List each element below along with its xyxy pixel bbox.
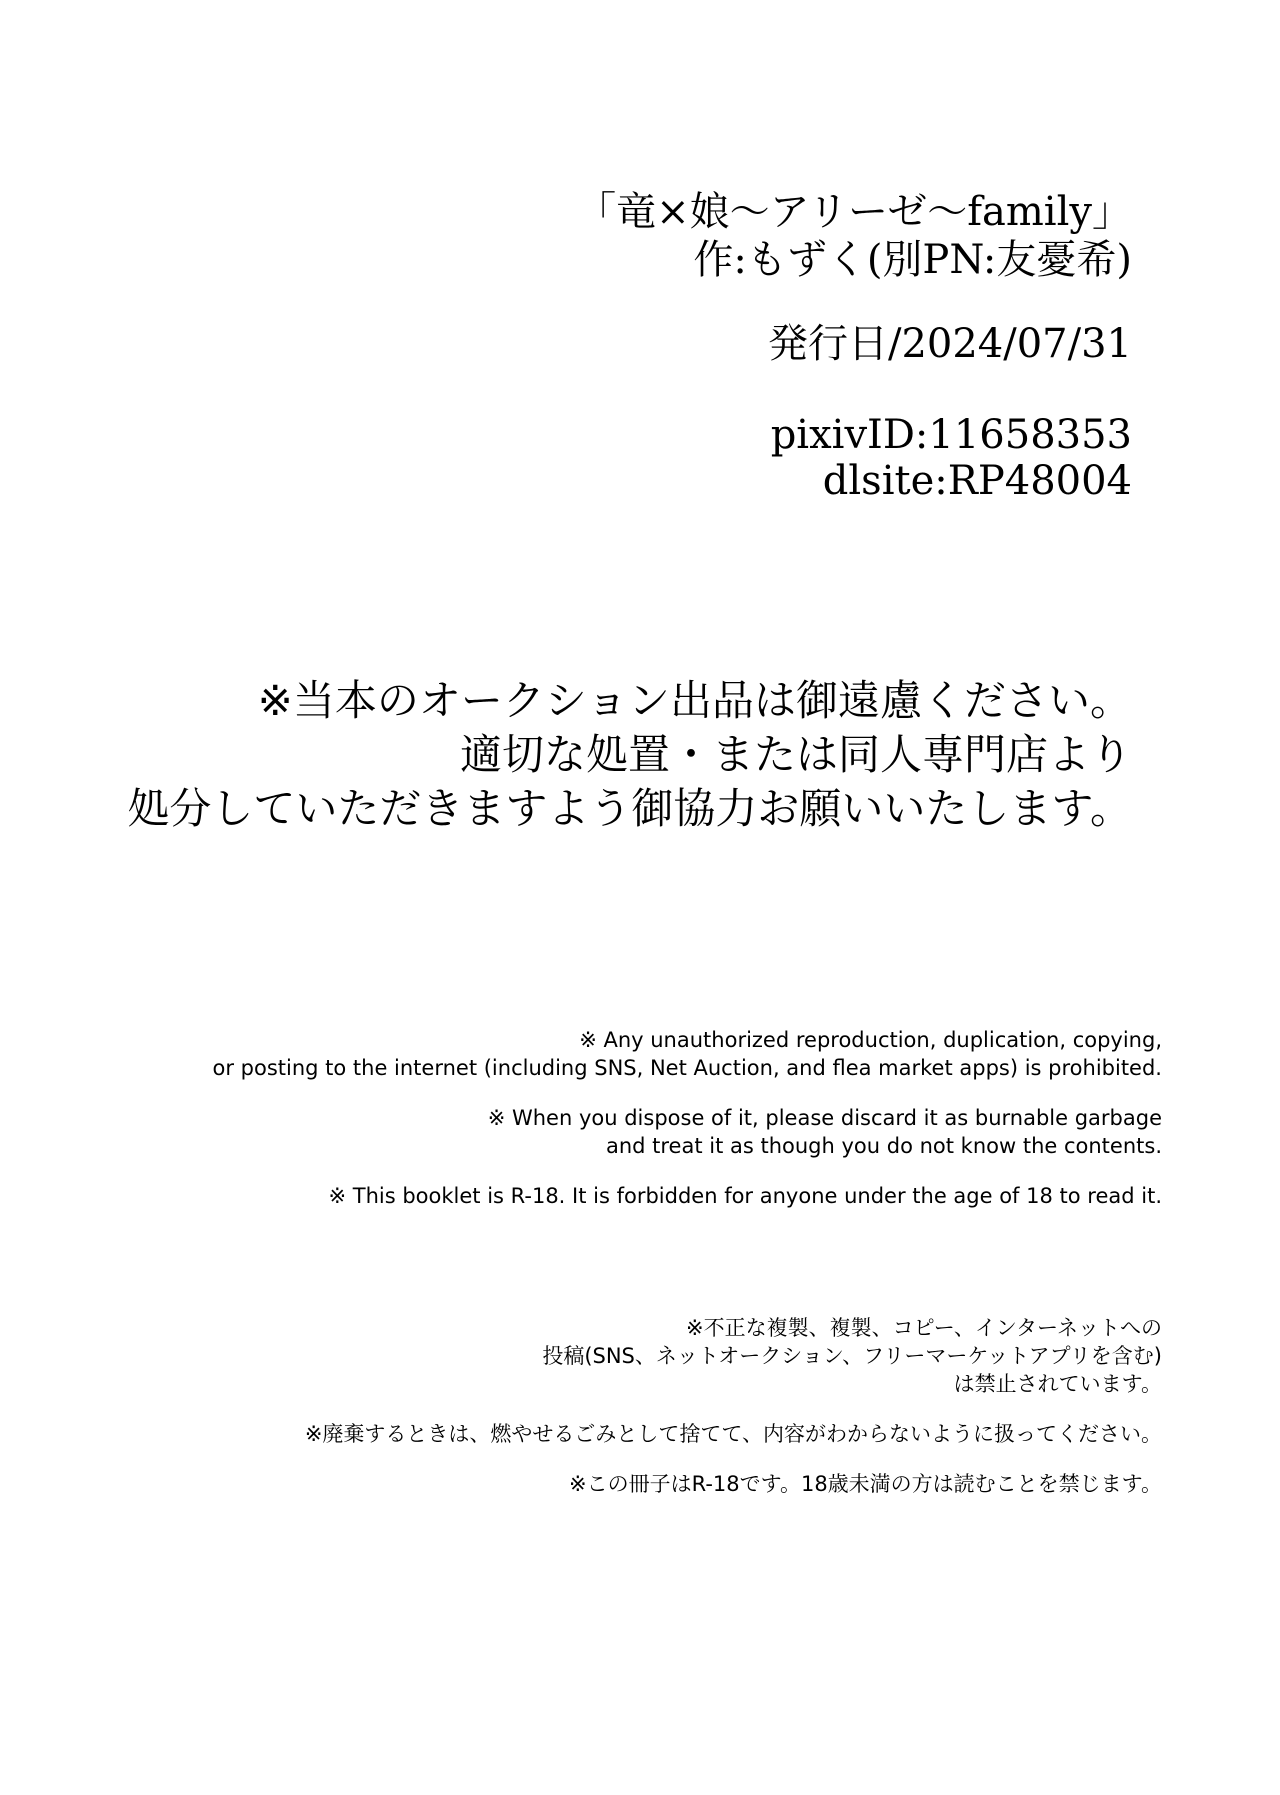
japanese-notice-disposal	[305, 1420, 1162, 1448]
notice-line: ※不正な複製、複製、コピー、インターネットへの	[685, 1316, 1162, 1340]
notice-line: ※この冊子はR-18です。18歳未満の方は読むことを禁じます。	[569, 1472, 1162, 1496]
colophon-header	[576, 188, 1132, 284]
english-notice-disposal	[488, 1104, 1162, 1160]
notice-line: は禁止されています。	[953, 1372, 1162, 1396]
auction-notice-line: 処分していただきますよう御協力お願いいたします。	[127, 784, 1132, 833]
dlsite-id: dlsite:RP48004	[822, 458, 1132, 504]
notice-line: 投稿(SNS、ネットオークション、フリーマーケットアプリを含む)	[542, 1344, 1162, 1368]
japanese-notice-age-restriction	[569, 1470, 1162, 1498]
auction-notice	[127, 674, 1132, 836]
notice-line: and treat it as though you do not know the contents.	[605, 1134, 1162, 1158]
english-notice-reproduction	[212, 1026, 1162, 1082]
pixiv-id: pixivID:11658353	[770, 412, 1132, 458]
english-notice-age-restriction	[328, 1182, 1162, 1210]
notice-line: ※ This booklet is R-18. It is forbidden for anyone under the age of 18 to read it.	[328, 1184, 1162, 1208]
auction-notice-line: 適切な処置・または同人専門店より	[459, 730, 1132, 779]
notice-line: ※ Any unauthorized reproduction, duplication, copying,	[579, 1028, 1162, 1052]
notice-line: or posting to the internet (including SNS, Net Auction, and flea market apps) is prohibited.	[212, 1056, 1162, 1080]
work-title: 「竜×娘～アリーゼ～family」	[576, 189, 1132, 235]
notice-line: ※廃棄するときは、燃やせるごみとして捨てて、内容がわからないように扱ってください。	[304, 1422, 1162, 1446]
id-block	[771, 412, 1132, 504]
release-date-block	[768, 320, 1132, 368]
release-date: 発行日/2024/07/31	[767, 321, 1132, 367]
japanese-notice-reproduction	[542, 1314, 1162, 1398]
author-credit: 作:もずく(別PN:友憂希)	[693, 237, 1132, 283]
notice-line: ※ When you dispose of it, please discard it as burnable garbage	[487, 1106, 1162, 1130]
auction-notice-line: ※当本のオークション出品は御遠慮ください。	[257, 676, 1132, 725]
